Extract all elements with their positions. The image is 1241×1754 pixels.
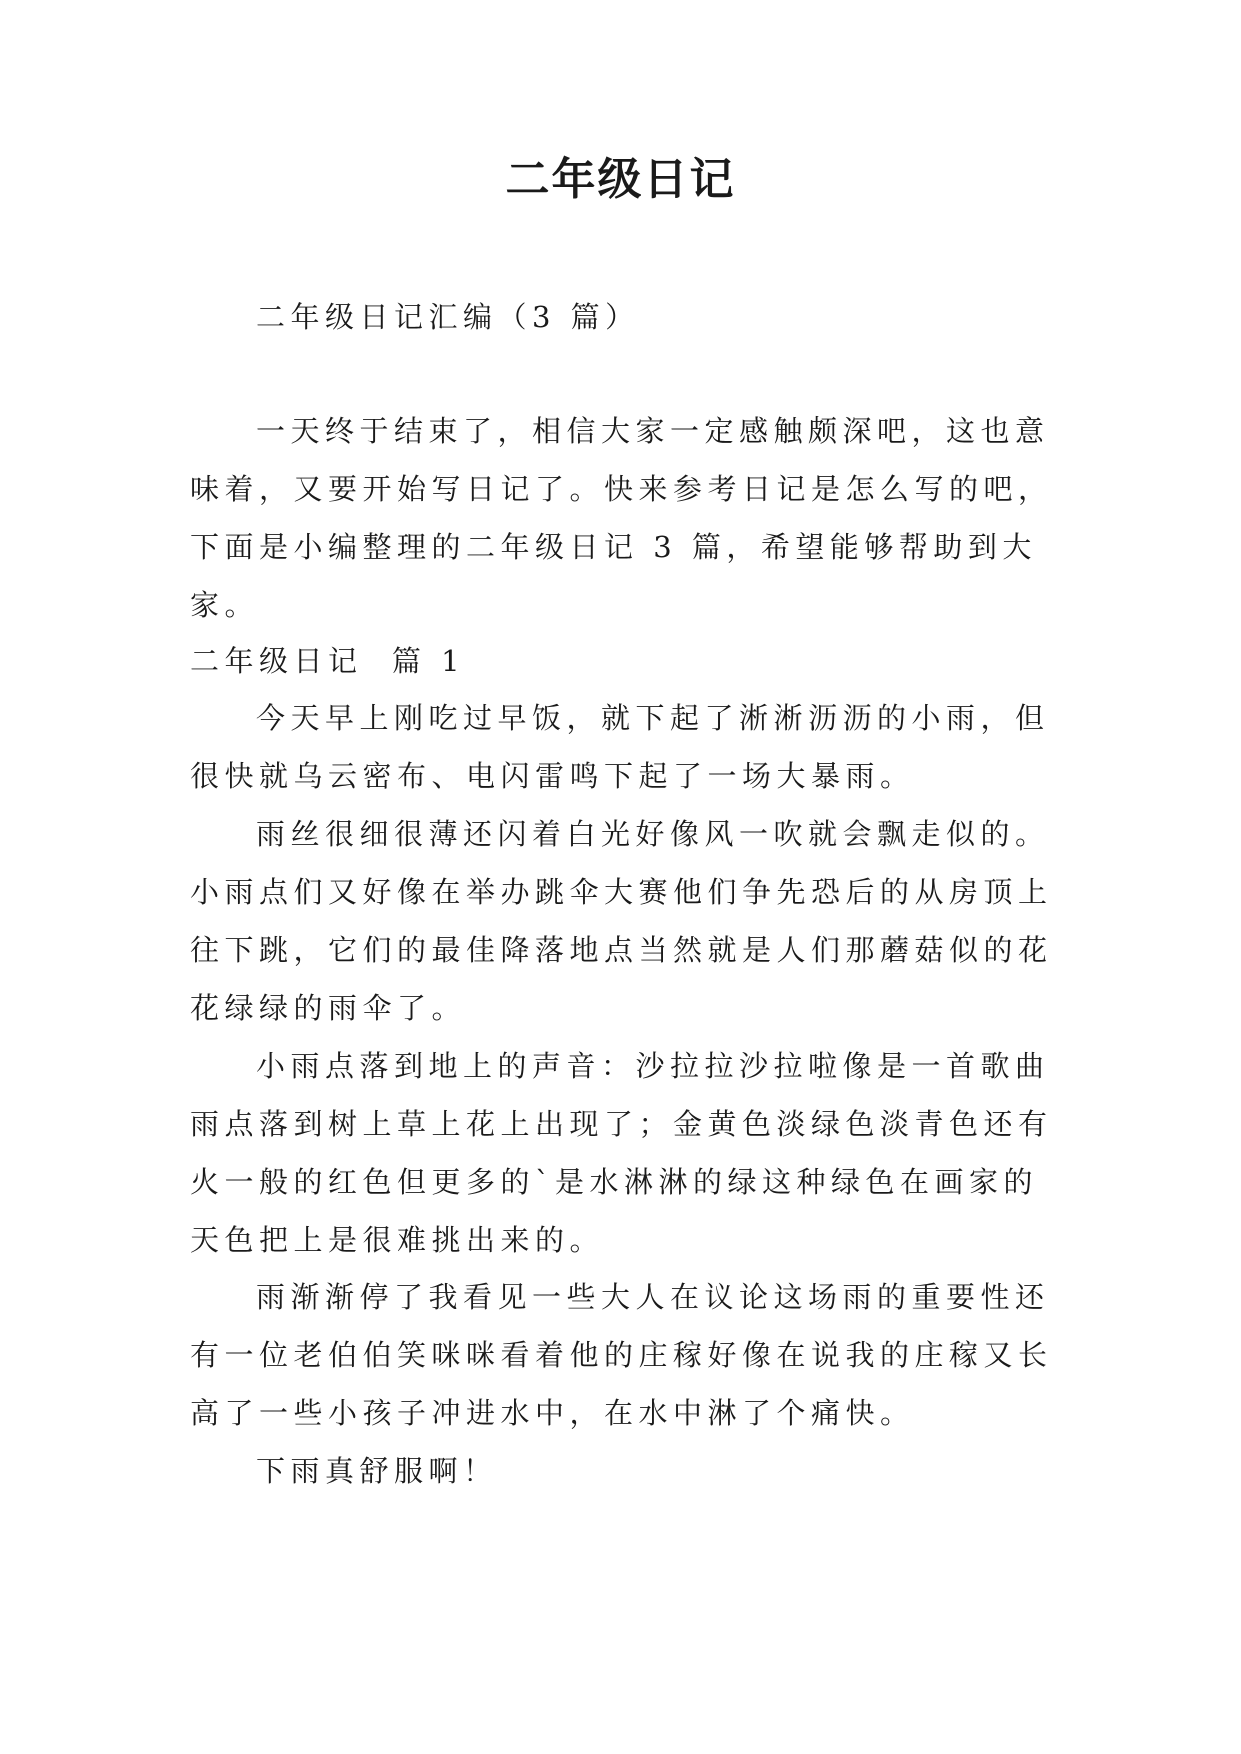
document-subtitle: 二年级日记汇编（3 篇） [256, 300, 640, 334]
diary-paragraph: 下雨真舒服啊！ [256, 1454, 498, 1488]
diary-paragraph: 今天早上刚吃过早饭，就下起了淅淅沥沥的小雨，但很快就乌云密布、电闪雷鸣下起了一场大暴雨。 [190, 701, 1050, 793]
intro-paragraph: 一天终于结束了，相信大家一定感触颇深吧，这也意味着，又要开始写日记了。快来参考日记是怎么写的吧，下面是小编整理的二年级日记 3 篇，希望能够帮助到大家。 [190, 414, 1053, 622]
document-title: 二年级日记 [505, 154, 736, 205]
diary-paragraph: 雨渐渐停了我看见一些大人在议论这场雨的重要性还有一位老伯伯笑咪咪看着他的庄稼好像在说我的庄稼又长高了一些小孩子冲进水中，在水中淋了个痛快。 [190, 1280, 1053, 1430]
diary-paragraph: 雨丝很细很薄还闪着白光好像风一吹就会飘走似的。小雨点们又好像在举办跳伞大赛他们争先恐后的从房顶上往下跳，它们的最佳降落地点当然就是人们那蘑菇似的花花绿绿的雨伞了。 [190, 817, 1053, 1025]
diary-paragraph: 小雨点落到地上的声音：沙拉拉沙拉啦像是一首歌曲雨点落到树上草上花上出现了；金黄色淡绿色淡青色还有火一般的红色但更多的`是水淋淋的绿这种绿色在画家的天色把上是很难挑出来的。 [190, 1049, 1053, 1257]
section-heading: 二年级日记 篇 1 [190, 644, 466, 678]
